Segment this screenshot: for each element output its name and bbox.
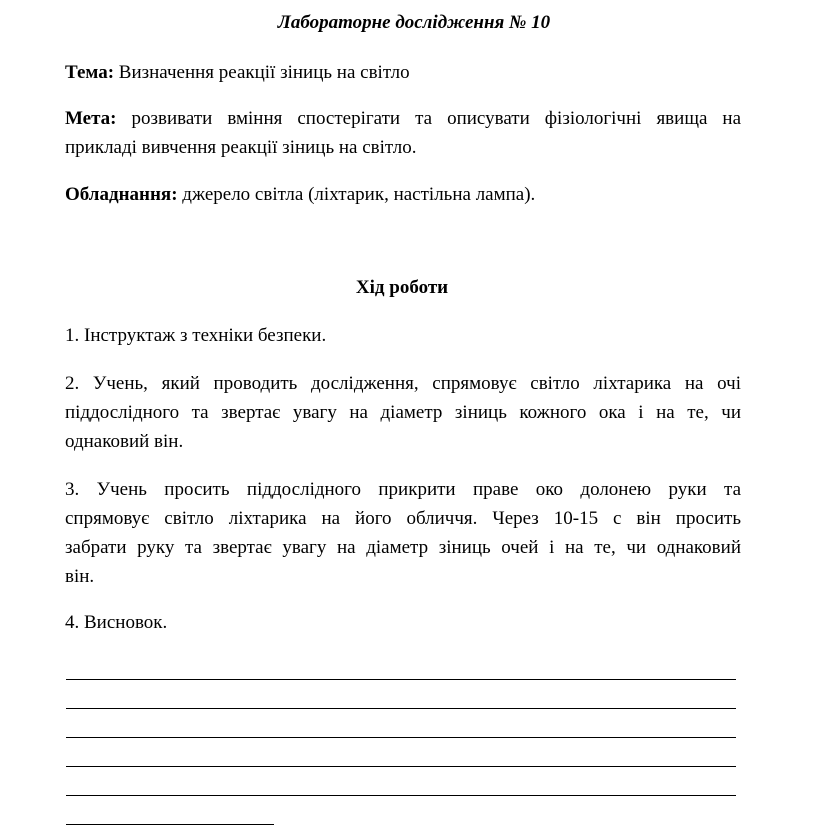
step-2 (65, 369, 741, 456)
answer-line (66, 708, 736, 709)
answer-line (66, 679, 736, 680)
step-2-line-2: піддослідного та звертає увагу на діаметр зіниць кожного ока і на те, чи (65, 402, 741, 423)
goal-label: Мета: (65, 108, 117, 129)
answer-line (66, 737, 736, 738)
step-3-line-2: спрямовує світло ліхтарика на його обличчя. Через 10-15 с він просить (65, 508, 741, 529)
step-4: 4. Висновок. (65, 612, 168, 633)
goal-paragraph (65, 104, 741, 162)
topic-line (65, 58, 741, 87)
equipment-text: джерело світла (ліхтарик, настільна лампа). (182, 184, 536, 205)
topic-text: Визначення реакції зіниць на світло (118, 62, 410, 83)
step-2-line-1: 2. Учень, який проводить дослідження, спрямовує світло ліхтарика на очі (65, 373, 741, 394)
goal-line-1 (65, 104, 741, 133)
equipment-label: Обладнання: (65, 184, 178, 205)
step-1: 1. Інструктаж з техніки безпеки. (65, 325, 327, 346)
topic-label: Тема: (65, 62, 115, 83)
answer-line (66, 795, 736, 796)
step-3-line-4: він. (65, 566, 95, 587)
procedure-heading: Хід роботи (355, 277, 449, 298)
equipment-line (65, 180, 741, 209)
step-3 (65, 475, 741, 591)
step-2-line-3: однаковий він. (65, 431, 184, 452)
goal-line-2: прикладі вивчення реакції зіниць на світло. (65, 137, 417, 158)
step-3-line-1: 3. Учень просить піддослідного прикрити праве око долонею руки та (65, 479, 741, 500)
answer-line-short (66, 824, 274, 825)
document-title: Лабораторне дослідження № 10 (277, 12, 551, 33)
goal-text-1: розвивати вміння спостерігати та описувати фізіологічні явища на (131, 108, 741, 129)
step-3-line-3: забрати руку та звертає увагу на діаметр зіниць очей і на те, чи однаковий (65, 537, 741, 558)
answer-line (66, 766, 736, 767)
